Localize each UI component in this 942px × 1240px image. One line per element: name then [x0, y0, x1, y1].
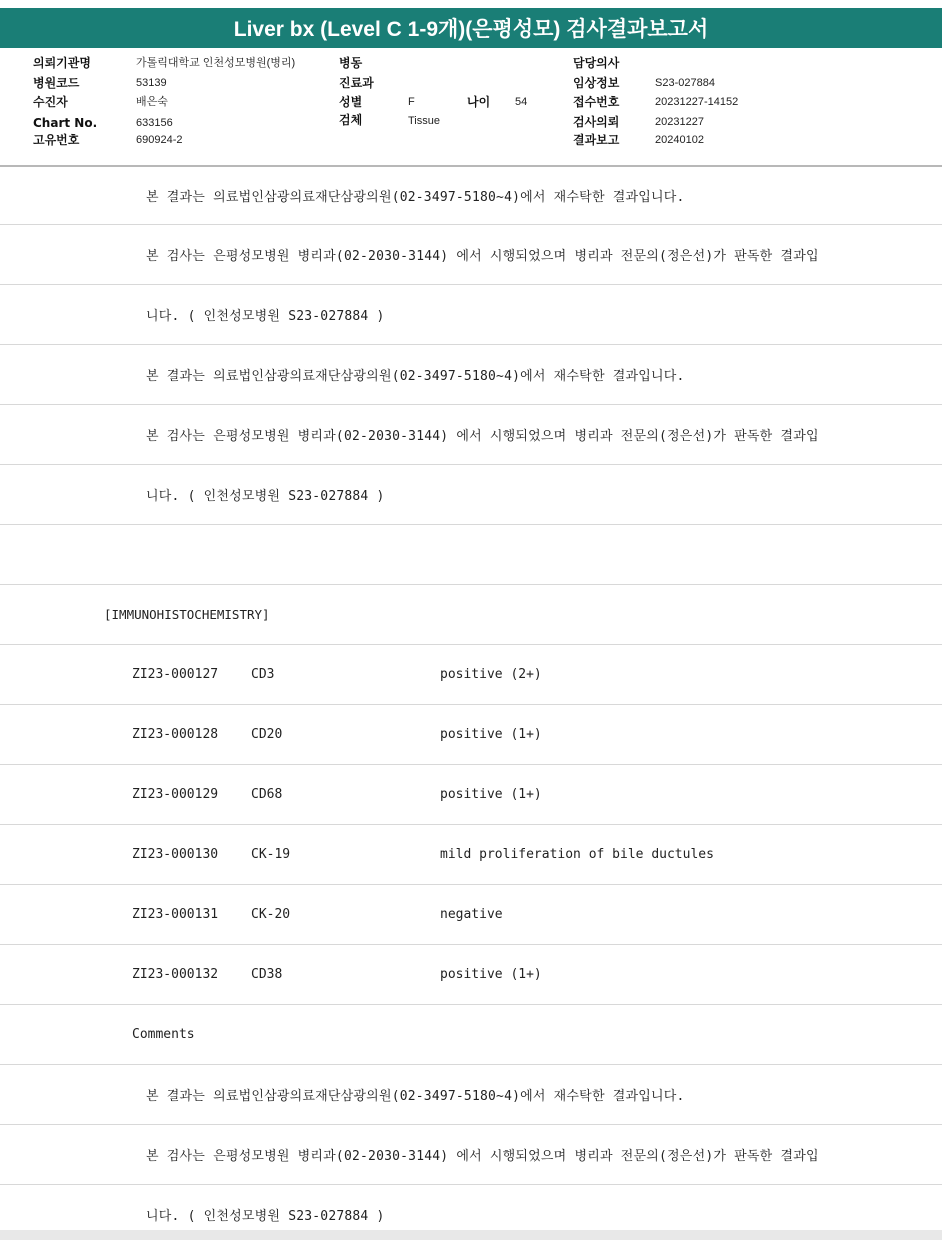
report-body — [0, 166, 942, 1240]
ihc-marker: CK-19 — [251, 847, 291, 862]
ihc-code: ZI23-000129 — [132, 787, 219, 802]
request-date-label: 검사의뢰 — [573, 115, 620, 129]
age-value: 54 — [515, 96, 528, 108]
specimen-value: Tissue — [408, 115, 440, 127]
report-date-label: 결과보고 — [573, 133, 620, 147]
ihc-code: ZI23-000131 — [132, 907, 219, 922]
ihc-code: ZI23-000127 — [132, 667, 219, 682]
patient-value: 배은숙 — [136, 96, 168, 108]
request-date-value: 20231227 — [655, 116, 704, 128]
unique-no-label: 고유번호 — [33, 133, 80, 147]
ihc-code: ZI23-000130 — [132, 847, 219, 862]
report-line: 본 결과는 의료법인삼광의료재단삼광의원(02-3497-5180~4)에서 재수탁한 결과입니다. — [0, 166, 942, 225]
clinical-info-label: 임상정보 — [573, 76, 620, 90]
ihc-marker: CK-20 — [251, 907, 291, 922]
report-date-value: 20240102 — [655, 134, 704, 146]
chart-no-label: Chart No. — [33, 116, 98, 130]
ihc-row — [0, 825, 942, 885]
clinical-info-value: S23-027884 — [655, 77, 715, 89]
ihc-marker: CD20 — [251, 727, 283, 742]
ihc-result: positive (1+) — [440, 727, 542, 742]
ward-label: 병동 — [339, 56, 363, 70]
ihc-result: positive (1+) — [440, 787, 542, 802]
patient-info-panel — [0, 48, 942, 166]
ihc-result: mild proliferation of bile ductules — [440, 847, 714, 862]
report-line: 니다. ( 인천성모병원 S23-027884 ) — [0, 465, 942, 525]
doctor-label: 담당의사 — [573, 56, 620, 70]
report-line: 본 검사는 은평성모병원 병리과(02-2030-3144) 에서 시행되었으며 병리과 전문의(정은선)가 판독한 결과입 — [0, 1125, 942, 1185]
ihc-code: ZI23-000132 — [132, 967, 219, 982]
receipt-no-label: 접수번호 — [573, 95, 620, 109]
report-line: 본 결과는 의료법인삼광의료재단삼광의원(02-3497-5180~4)에서 재수탁한 결과입니다. — [0, 345, 942, 405]
institution-label: 의뢰기관명 — [33, 56, 91, 70]
ihc-marker: CD68 — [251, 787, 283, 802]
chart-no-value: 633156 — [136, 117, 173, 129]
ihc-section-heading: [IMMUNOHISTOCHEMISTRY] — [0, 585, 942, 645]
ihc-result: positive (2+) — [440, 667, 542, 682]
report-title: Liver bx (Level C 1-9개)(은평성모) 검사결과보고서 — [0, 8, 942, 48]
ihc-marker: CD38 — [251, 967, 283, 982]
ihc-code: ZI23-000128 — [132, 727, 219, 742]
report-line: 본 검사는 은평성모병원 병리과(02-2030-3144) 에서 시행되었으며 병리과 전문의(정은선)가 판독한 결과입 — [0, 225, 942, 285]
dept-label: 진료과 — [339, 76, 374, 90]
report-line: 본 결과는 의료법인삼광의료재단삼광의원(02-3497-5180~4)에서 재수탁한 결과입니다. — [0, 1065, 942, 1125]
report-line: 본 검사는 은평성모병원 병리과(02-2030-3144) 에서 시행되었으며 병리과 전문의(정은선)가 판독한 결과입 — [0, 405, 942, 465]
institution-value: 가톨릭대학교 인천성모병원(병리) — [136, 57, 296, 69]
sex-value: F — [408, 96, 415, 108]
receipt-no-value: 20231227-14152 — [655, 96, 739, 108]
unique-no-value: 690924-2 — [136, 134, 183, 146]
sex-label: 성별 — [339, 95, 363, 109]
hospital-code-label: 병원코드 — [33, 76, 80, 90]
ihc-row — [0, 705, 942, 765]
comments-heading: Comments — [0, 1005, 942, 1065]
ihc-row — [0, 765, 942, 825]
report-line: 니다. ( 인천성모병원 S23-027884 ) — [0, 1185, 942, 1240]
blank-line — [0, 525, 942, 585]
ihc-row — [0, 645, 942, 705]
age-label: 나이 — [467, 95, 491, 109]
ihc-row — [0, 945, 942, 1005]
hospital-code-value: 53139 — [136, 77, 167, 89]
report-line: 니다. ( 인천성모병원 S23-027884 ) — [0, 285, 942, 345]
ihc-row — [0, 885, 942, 945]
patient-label: 수진자 — [33, 95, 68, 109]
ihc-marker: CD3 — [251, 667, 275, 682]
ihc-result: negative — [440, 907, 503, 922]
ihc-result: positive (1+) — [440, 967, 542, 982]
page-bottom-strip — [0, 1230, 942, 1240]
specimen-label: 검체 — [339, 113, 363, 127]
